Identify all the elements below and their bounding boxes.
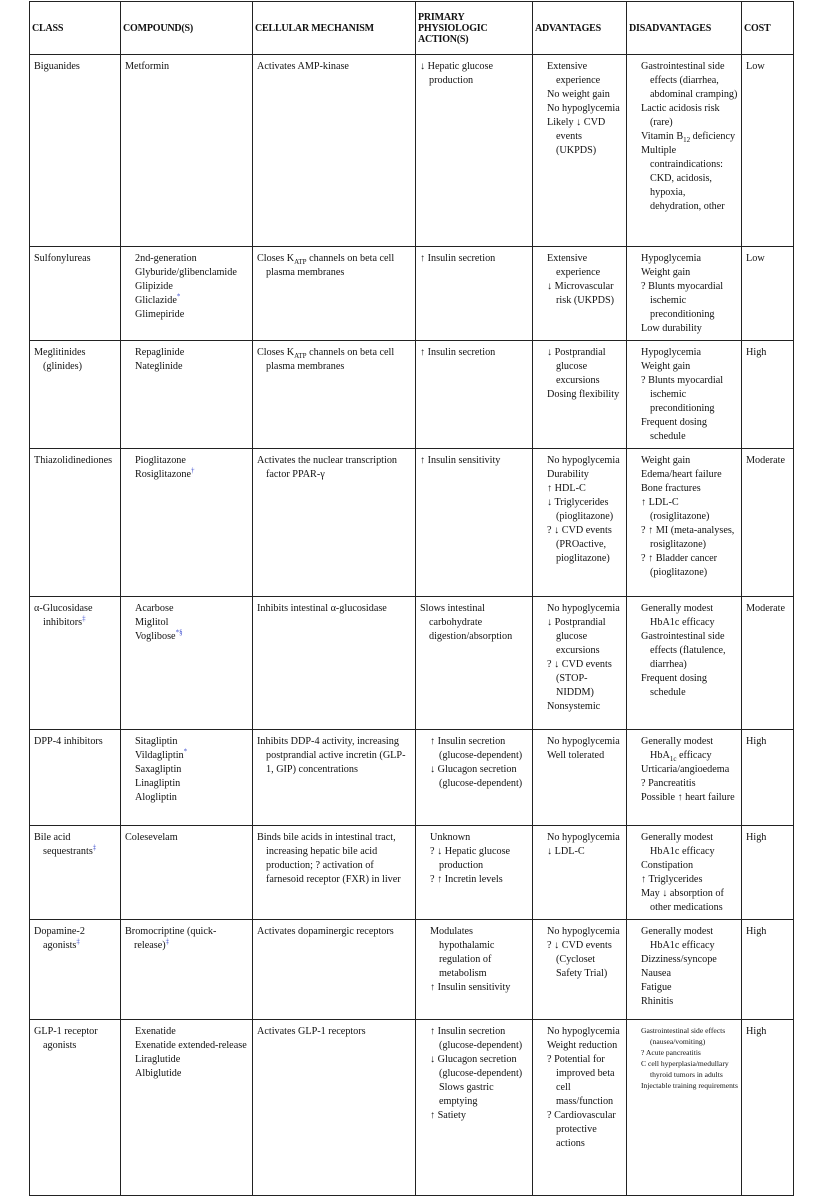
class-cell [30,1020,121,1196]
advantage-item: Durability [547,469,589,480]
disadvantages-cell [627,920,742,1020]
class-name: GLP-1 receptor agonists [34,1026,98,1051]
footnote-mark[interactable]: ‡ [82,614,86,623]
table-row [30,1020,794,1196]
disadvantage-item: Constipation [641,860,694,871]
header-row [30,2,794,55]
compound [125,925,249,953]
action-cell [416,826,533,920]
class-name: Sulfonylureas [34,253,91,264]
class-text: α-Glucosidase inhibitors [34,603,93,628]
disadvantage-item: Weight gain [641,455,691,466]
disadvantages-cell [627,55,742,247]
class-cell [30,730,121,826]
disadvantage-item [641,735,738,763]
mechanism-cell [253,920,416,1020]
mechanism-text: Inhibits intestinal α-glucosidase [257,603,387,614]
action-item: ↑ Insulin secretion (glucose-dependent) [430,1026,523,1051]
mechanism-cell [253,597,416,730]
disadvantages-cell [627,826,742,920]
table-row [30,341,794,449]
cost-cell: Moderate [742,449,794,597]
advantages-cell [533,247,627,341]
hba-post: efficacy [676,750,712,761]
disadvantages-cell [627,597,742,730]
advantage-item: Extensive experience [547,253,601,278]
compound [135,294,249,308]
advantage-item: ↓ Postprandial glucose excursions [547,617,606,656]
mechanism-cell [253,55,416,247]
action-cell [416,597,533,730]
action-cell [416,55,533,247]
compound-name: Voglibose [135,631,176,642]
header-disadvantages: DISADVANTAGES [627,2,742,55]
advantage-item: ↓ LDL-C [547,846,585,857]
advantage-item: ? ↓ CVD events (Cycloset Safety Trial) [547,940,612,979]
mech-pre: Closes K [257,347,295,358]
compounds-cell [121,920,253,1020]
table-row [30,55,794,247]
class-name [34,831,117,859]
disadvantages-cell [627,341,742,449]
class-name: Thiazolidinediones [34,455,113,466]
compound: Albiglutide [135,1068,182,1079]
hba-pre: Generally modest HbA [641,736,714,761]
advantage-item: No hypoglycemia [547,736,620,747]
subscript: ATP [294,258,307,267]
compounds-cell [121,247,253,341]
disadvantage-item: Gastrointestinal side effects (flatulence, diarrhea) [641,631,726,670]
compound: Repaglinide [135,347,185,358]
compounds-cell [121,55,253,247]
advantages-cell [533,730,627,826]
class-cell [30,341,121,449]
compound: Liraglutide [135,1054,181,1065]
advantage-item: ? ↓ CVD events (PROactive, pioglitazone) [547,525,612,564]
class-name [34,925,117,953]
action-item: ↓ Glucagon secretion (glucose-dependent) Slows gastric emptying [430,1054,523,1107]
action-cell [416,920,533,1020]
cost-cell: Low [742,247,794,341]
disadvantage-item: Fatigue [641,982,672,993]
disadvantages-cell [627,449,742,597]
disadvantage-item: ? Pancreatitis [641,778,696,789]
disadvantages-cell [627,730,742,826]
disadvantage-item: Multiple contraindications: CKD, acidosis, hypoxia, dehydration, other [641,145,725,212]
disadvantage-item: Generally modest HbA1c efficacy [641,926,715,951]
mechanism-cell [253,730,416,826]
action-item: ↓ Hepatic glucose production [420,61,493,86]
compound: Metformin [125,61,170,72]
compound: Acarbose [135,603,174,614]
table-row [30,247,794,341]
cost-cell: High [742,341,794,449]
mechanism-text: Binds bile acids in intestinal tract, increasing hepatic bile acid production; ? activation of farnesoid receptor (FXR) in liver [257,832,401,885]
advantage-item: Extensive experience [547,61,601,86]
disadvantage-item: Hypoglycemia [641,253,701,264]
mechanism-text: Inhibits DDP-4 activity, increasing postprandial active incretin (GLP-1, GIP) concentrations [257,736,406,775]
advantage-item: ? Cardiovascular protective actions [547,1110,616,1149]
deficiency-text: deficiency [690,131,736,142]
action-cell [416,730,533,826]
table-row [30,597,794,730]
compound: Alogliptin [135,792,177,803]
compound-name: Vildagliptin [135,750,184,761]
class-cell [30,449,121,597]
footnote-mark[interactable]: ‡ [92,843,97,852]
compound: Linagliptin [135,778,181,789]
compound: Saxagliptin [135,764,182,775]
action-item: ↑ Insulin sensitivity [420,455,501,466]
disadvantage-item: ? ↑ Bladder cancer (pioglitazone) [641,553,718,578]
disadvantage-item: Lactic acidosis risk (rare) [641,103,720,128]
advantage-item: ↓ Triglycerides (pioglitazone) [547,497,614,522]
action-item: Slows intestinal carbohydrate digestion/absorption [420,603,513,642]
footnote-mark[interactable]: † [191,466,195,475]
class-cell [30,826,121,920]
disadvantages-cell [627,247,742,341]
subscript: ATP [294,352,307,361]
header-class: CLASS [30,2,121,55]
footnote-mark[interactable]: *§ [175,628,183,637]
header-cost: COST [742,2,794,55]
disadvantage-item: Urticaria/angioedema [641,764,730,775]
advantage-item: ↓ Postprandial glucose excursions [547,347,606,386]
mechanism-cell [253,449,416,597]
advantages-cell [533,1020,627,1196]
mechanism-text: Activates GLP-1 receptors [257,1026,366,1037]
class-cell [30,247,121,341]
cost-cell: High [742,826,794,920]
mechanism-text [257,252,412,280]
compound-name: Rosiglitazone [135,469,192,480]
action-item: ↓ Glucagon secretion (glucose-dependent) [430,764,523,789]
advantage-item: Nonsystemic [547,701,601,712]
compound: Glipizide [135,281,173,292]
compounds-cell [121,341,253,449]
disadvantage-item: ? ↑ MI (meta-analyses, rosiglitazone) [641,525,735,550]
disadvantage-item: Generally modest HbA1c efficacy [641,603,715,628]
mechanism-text [257,346,412,374]
disadvantage-item: Hypoglycemia [641,347,701,358]
mechanism-text: Activates the nuclear transcription factor PPAR-γ [257,455,398,480]
mech-post: channels on beta cell plasma membranes [266,347,395,372]
footnote-mark[interactable]: * [183,747,188,756]
header-action: PRIMARY PHYSIOLOGIC ACTION(S) [416,2,533,55]
mechanism-text: Activates AMP-kinase [257,61,349,72]
advantages-cell [533,449,627,597]
advantage-item: Weight reduction [547,1040,618,1051]
compound: Exenatide [135,1026,176,1037]
disadvantage-item: Dizziness/syncope [641,954,717,965]
compound [135,749,249,763]
disadvantage-item: ? Acute pancreatitis [641,1048,701,1057]
cost-cell: Low [742,55,794,247]
action-item: ↑ Insulin sensitivity [430,982,511,993]
class-name [34,602,117,630]
header-compounds: COMPOUND(S) [121,2,253,55]
advantage-item: No hypoglycemia [547,455,620,466]
footnote-mark[interactable]: ‡ [76,937,80,946]
advantage-item: Well tolerated [547,750,605,761]
disadvantage-item: ↑ Triglycerides [641,874,703,885]
disadvantage-item: Low durability [641,323,702,334]
compound: Nateglinide [135,361,183,372]
disadvantages-cell [627,1020,742,1196]
action-cell [416,1020,533,1196]
class-name: Meglitinides (glinides) [34,347,86,372]
disadvantage-item: Edema/heart failure [641,469,722,480]
compound-name: Bromocriptine (quick-release) [125,926,217,951]
action-cell [416,247,533,341]
disadvantage-item: Generally modest HbA1c efficacy [641,832,715,857]
compound: Sitagliptin [135,736,178,747]
header-mechanism: CELLULAR MECHANISM [253,2,416,55]
advantage-item: Likely ↓ CVD events (UKPDS) [547,117,606,156]
mech-pre: Closes K [257,253,295,264]
advantages-cell [533,341,627,449]
action-item: ? ↑ Incretin levels [430,874,503,885]
table-row [30,730,794,826]
disadvantage-item: ↑ LDL-C (rosiglitazone) [641,497,710,522]
disadvantage-item: Gastrointestinal side effects (diarrhea, abdominal cramping) [641,61,738,100]
disadvantage-item: Bone fractures [641,483,701,494]
disadvantage-item: Frequent dosing schedule [641,417,707,442]
disadvantage-item: Weight gain [641,267,691,278]
mechanism-text: Activates dopaminergic receptors [257,926,394,937]
mechanism-cell [253,341,416,449]
disadvantage-item: Nausea [641,968,671,979]
advantage-item: No hypoglycemia [547,603,620,614]
compounds-cell [121,449,253,597]
compound: Pioglitazone [135,455,186,466]
advantage-item: No weight gain [547,89,610,100]
table-row [30,826,794,920]
action-item: ↑ Insulin secretion (glucose-dependent) [430,736,523,761]
disadvantage-item: Possible ↑ heart failure [641,792,735,803]
disadvantage-item: C cell hyperplasia/medullary thyroid tumors in adults [641,1059,729,1079]
disadvantage-item: ? Blunts myocardial ischemic preconditioning [641,375,724,414]
disadvantage-item [641,130,738,144]
action-item: ? ↓ Hepatic glucose production [430,846,511,871]
compound: Exenatide extended-release [135,1040,247,1051]
action-item: ↑ Insulin secretion [420,253,496,264]
advantage-item: No hypoglycemia [547,832,620,843]
cost-cell: High [742,730,794,826]
compounds-cell [121,597,253,730]
subscript: 1c [669,755,677,764]
advantage-item: ? ↓ CVD events (STOP-NIDDM) [547,659,612,698]
advantages-cell [533,597,627,730]
compound: Colesevelam [125,832,178,843]
advantage-item: Dosing flexibility [547,389,620,400]
disadvantage-item: ? Blunts myocardial ischemic preconditioning [641,281,724,320]
advantage-item: ↑ HDL-C [547,483,586,494]
disadvantage-item: Rhinitis [641,996,674,1007]
mechanism-cell [253,1020,416,1196]
disadvantage-item: May ↓ absorption of other medications [641,888,724,913]
advantage-item: No hypoglycemia [547,926,620,937]
advantages-cell [533,826,627,920]
advantages-cell [533,920,627,1020]
advantage-item: ↓ Microvascular risk (UKPDS) [547,281,615,306]
class-name: Biguanides [34,61,80,72]
compounds-cell [121,730,253,826]
class-text: Dopamine-2 agonists [34,926,85,951]
class-name: DPP-4 inhibitors [34,736,103,747]
disadvantage-item: Gastrointestinal side effects (nausea/vomiting) [641,1026,726,1046]
class-cell [30,597,121,730]
compound [135,468,249,482]
action-item: Unknown [430,832,471,843]
advantages-cell [533,55,627,247]
action-item: Modulates hypothalamic regulation of metabolism [430,926,495,979]
mechanism-cell [253,247,416,341]
action-item: ↑ Satiety [430,1110,466,1121]
class-text: Bile acid sequestrants [34,832,93,857]
footnote-mark[interactable]: ‡ [165,937,170,946]
header-advantages: ADVANTAGES [533,2,627,55]
action-item: ↑ Insulin secretion [420,347,496,358]
advantage-item: No hypoglycemia [547,1026,620,1037]
mech-post: channels on beta cell plasma membranes [266,253,395,278]
vitamin-b-text: Vitamin B [641,131,684,142]
cost-cell: High [742,1020,794,1196]
table-row [30,920,794,1020]
compounds-cell [121,826,253,920]
compound: Miglitol [135,617,169,628]
diabetes-drug-table [29,1,794,1196]
action-cell [416,341,533,449]
compound [135,630,249,644]
advantage-item: No hypoglycemia [547,103,620,114]
table-row [30,449,794,597]
action-cell [416,449,533,597]
class-cell [30,920,121,1020]
class-cell [30,55,121,247]
compound: Glimepiride [135,309,185,320]
disadvantage-item: Injectable training requirements [641,1081,738,1090]
compound: Glyburide/glibenclamide [135,267,237,278]
compound: 2nd-generation [135,253,197,264]
footnote-mark[interactable]: * [176,292,181,301]
compound-name: Gliclazide [135,295,177,306]
cost-cell: Moderate [742,597,794,730]
subscript: 12 [683,136,691,145]
advantage-item: ? Potential for improved beta cell mass/function [547,1054,615,1107]
compounds-cell [121,1020,253,1196]
disadvantage-item: Weight gain [641,361,691,372]
mechanism-cell [253,826,416,920]
cost-cell: High [742,920,794,1020]
disadvantage-item: Frequent dosing schedule [641,673,707,698]
